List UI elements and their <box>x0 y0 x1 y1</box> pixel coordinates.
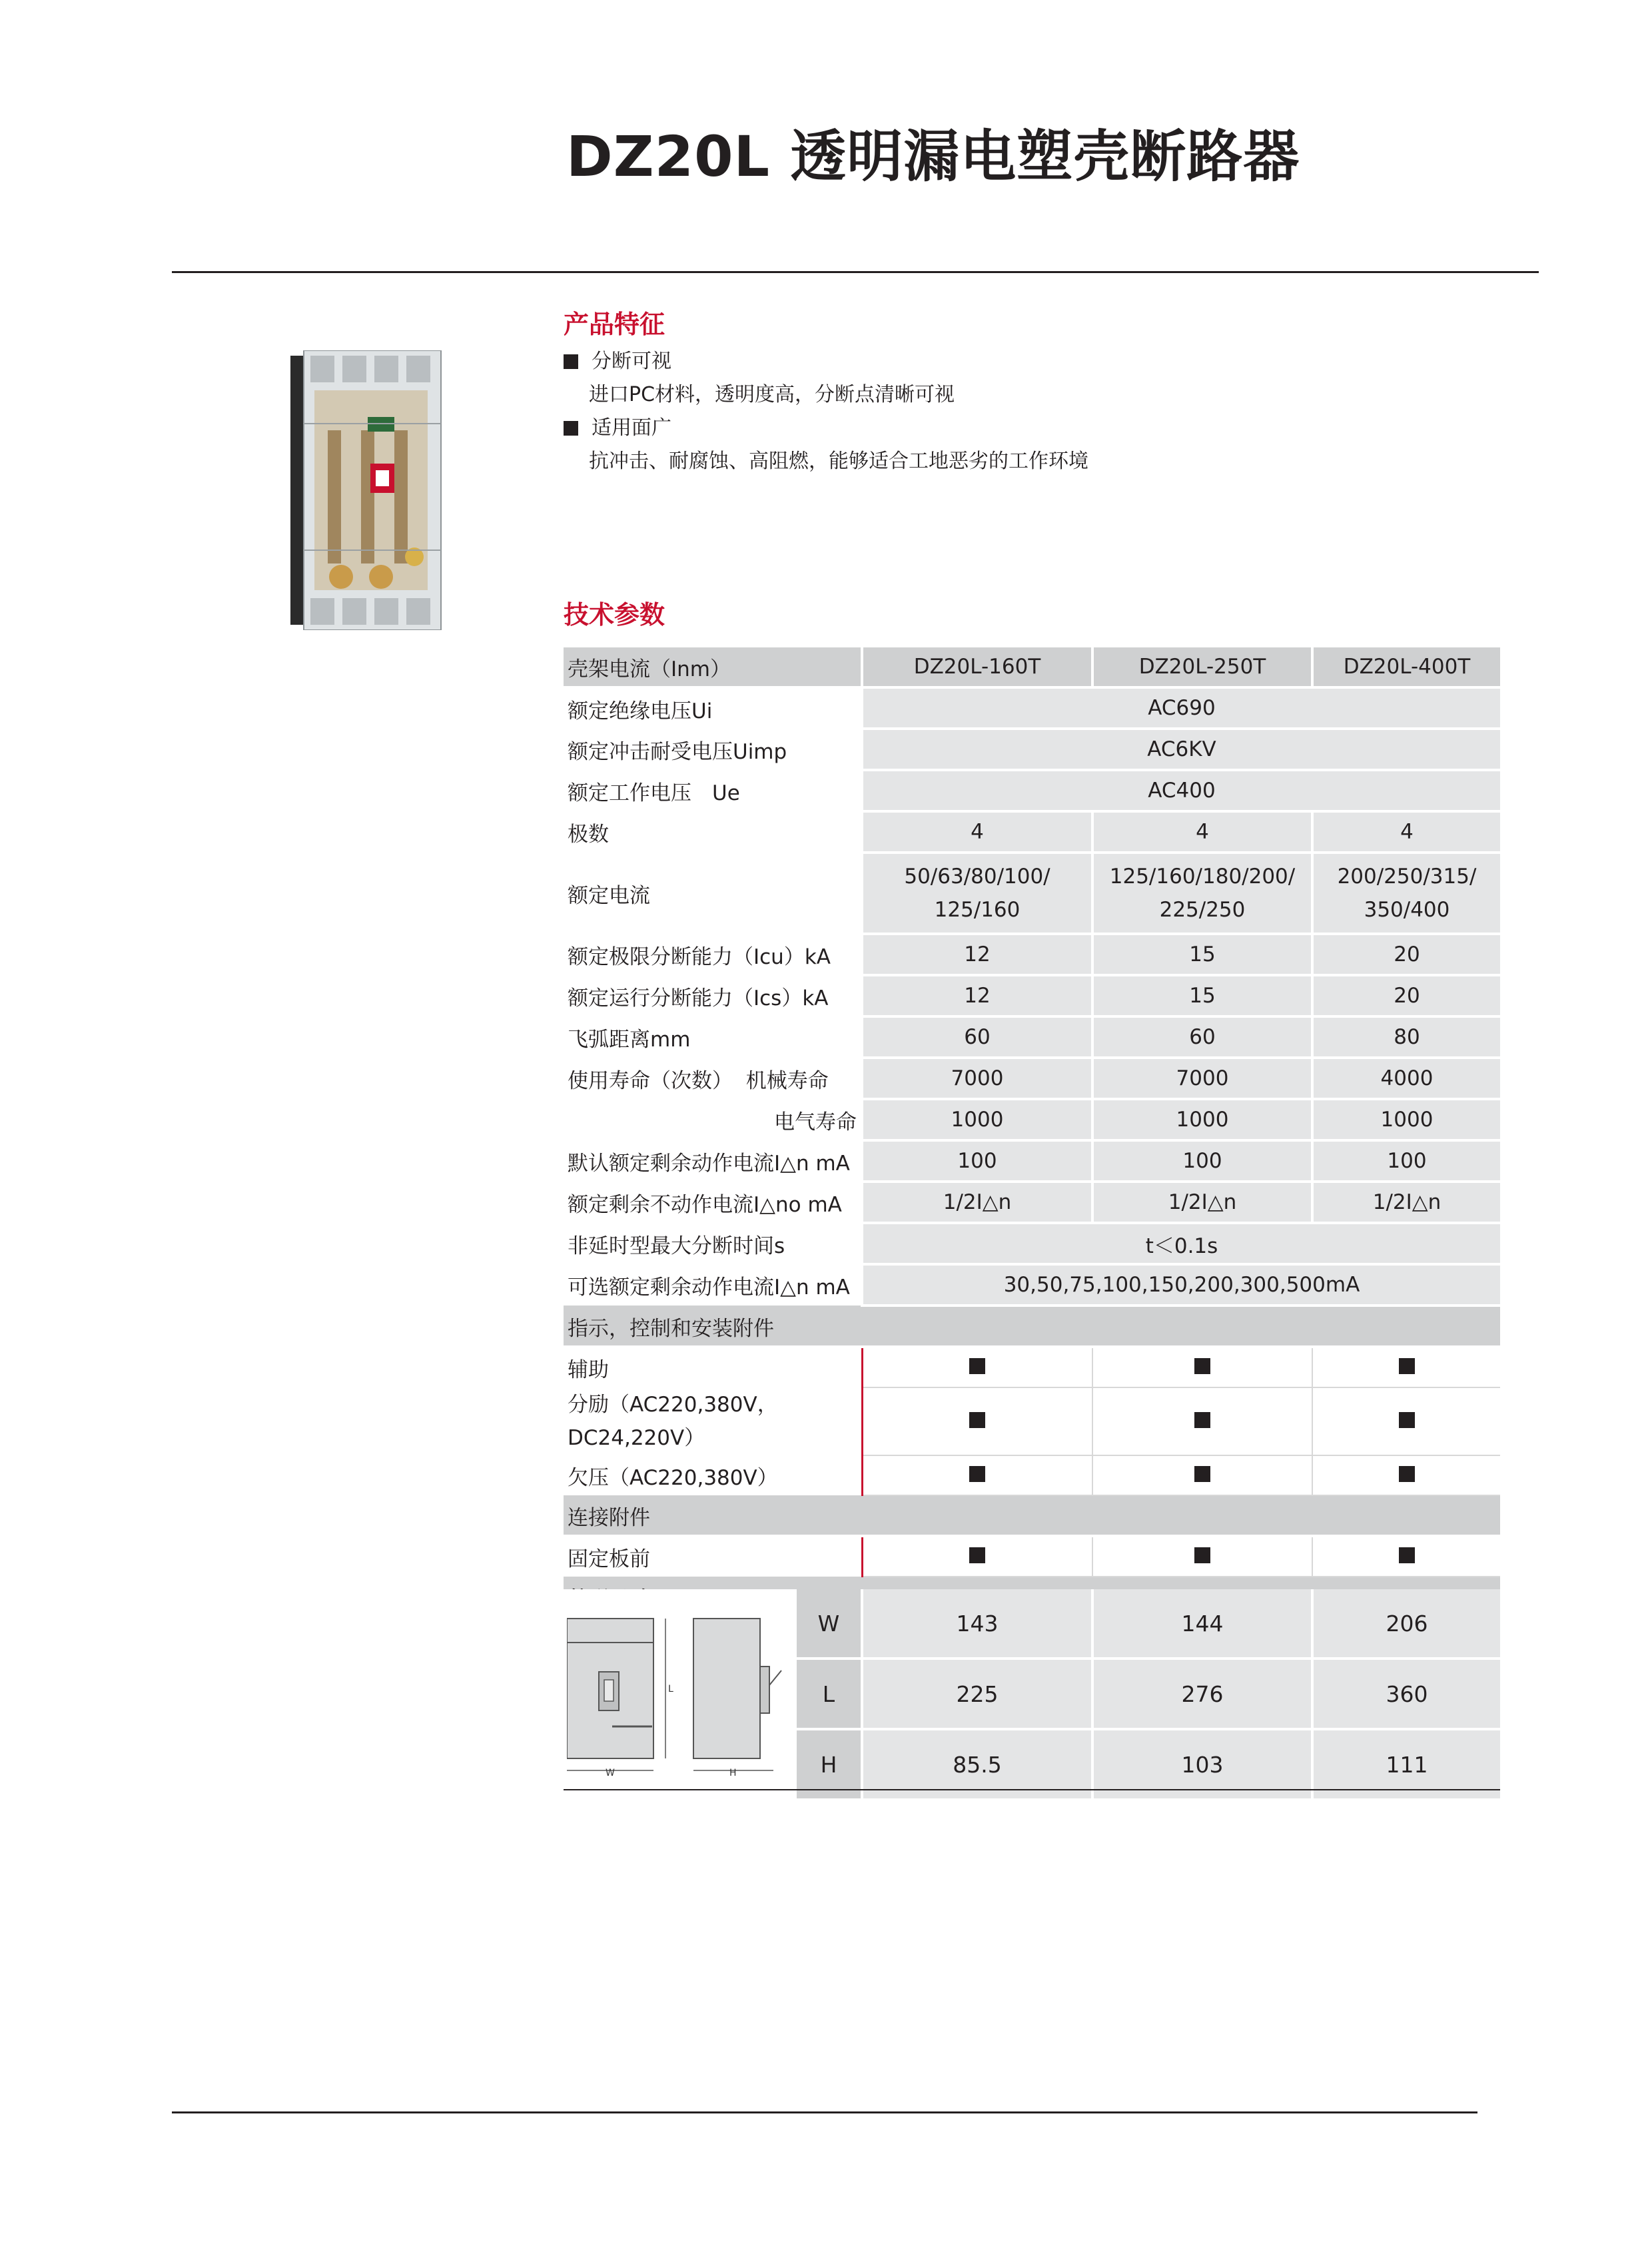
cell <box>1092 1387 1312 1455</box>
dimensions-table <box>564 1589 1500 1801</box>
cell <box>1092 1347 1312 1387</box>
row-label: 使用寿命（次数） 机械寿命 <box>564 1058 862 1099</box>
cell: 1000 <box>862 1099 1092 1140</box>
cell: 143 <box>862 1589 1092 1659</box>
cell <box>1312 1455 1500 1495</box>
product-photo <box>288 350 448 630</box>
table-row <box>564 1099 1500 1140</box>
cell: 100 <box>1092 1140 1312 1182</box>
filled-square-icon <box>1194 1358 1210 1374</box>
filled-square-icon <box>1399 1547 1415 1563</box>
cell: 111 <box>1312 1729 1500 1800</box>
model-header: DZ20L-250T <box>1092 647 1312 687</box>
row-label: 额定绝缘电压Ui <box>564 687 862 729</box>
cell: 7000 <box>1092 1058 1312 1099</box>
filled-square-icon <box>969 1358 985 1374</box>
features-list <box>564 345 1088 478</box>
row-label: 额定电流 <box>564 853 862 934</box>
table-row <box>564 1016 1500 1058</box>
filled-square-icon <box>1399 1466 1415 1482</box>
cell: 4 <box>1092 811 1312 853</box>
cell: AC400 <box>862 770 1500 811</box>
section-label: 连接附件 <box>564 1495 1500 1536</box>
specs-heading: 技术参数 <box>564 600 665 629</box>
cell: 15 <box>1092 934 1312 975</box>
filled-square-icon <box>1399 1412 1415 1428</box>
spec-table <box>564 647 1500 1619</box>
section-label: 指示，控制和安装附件 <box>564 1306 1500 1347</box>
cell: 7000 <box>862 1058 1092 1099</box>
cell: 103 <box>1092 1729 1312 1800</box>
filled-square-icon <box>1194 1547 1210 1563</box>
cell: AC6KV <box>862 729 1500 770</box>
table-row <box>564 1387 1500 1455</box>
row-label: 可选额定剩余动作电流I△n mA <box>564 1264 862 1306</box>
table-row <box>564 687 1500 729</box>
cell: 125/160/180/200/ 225/250 <box>1092 853 1312 934</box>
row-label: 壳架电流（Inm） <box>564 647 862 687</box>
row-label: 额定剩余不动作电流I△no mA <box>564 1182 862 1223</box>
table-row <box>564 1223 1500 1264</box>
cell: 12 <box>862 934 1092 975</box>
cell: 60 <box>862 1016 1092 1058</box>
table-row <box>564 770 1500 811</box>
cell: 60 <box>1092 1016 1312 1058</box>
row-label: 欠压（AC220,380V） <box>564 1455 862 1495</box>
cell: 200/250/315/ 350/400 <box>1312 853 1500 934</box>
cell <box>1092 1455 1312 1495</box>
row-label: 额定工作电压 Ue <box>564 770 862 811</box>
table-row <box>564 975 1500 1016</box>
table-row <box>564 1536 1500 1577</box>
row-label: 默认额定剩余动作电流I△n mA <box>564 1140 862 1182</box>
feature-desc: 进口PC材料，透明度高，分断点清晰可视 <box>589 383 955 406</box>
row-label: 飞弧距离mm <box>564 1016 862 1058</box>
feature-desc: 抗冲击、耐腐蚀、高阻燃，能够适合工地恶劣的工作环境 <box>589 450 1088 473</box>
table-row <box>564 1347 1500 1387</box>
table-bottom-rule <box>564 1789 1500 1790</box>
cell: 1/2I△n <box>1092 1182 1312 1223</box>
model-header: DZ20L-160T <box>862 647 1092 687</box>
row-label: 非延时型最大分断时间s <box>564 1223 862 1264</box>
row-label: 电气寿命 <box>564 1099 862 1140</box>
cell: 20 <box>1312 934 1500 975</box>
top-divider <box>172 271 1539 273</box>
dim-key: W <box>797 1589 862 1659</box>
square-bullet-icon <box>564 354 578 369</box>
cell: 100 <box>1312 1140 1500 1182</box>
outline-drawing <box>564 1589 797 1800</box>
table-row <box>564 647 1500 687</box>
cell: 1000 <box>1092 1099 1312 1140</box>
dimension-drawing <box>567 1605 793 1778</box>
section-row <box>564 1306 1500 1347</box>
cell: 1/2I△n <box>862 1182 1092 1223</box>
cell: 20 <box>1312 975 1500 1016</box>
table-row <box>564 1455 1500 1495</box>
features-heading: 产品特征 <box>564 310 665 339</box>
table-row <box>564 811 1500 853</box>
row-label: 极数 <box>564 811 862 853</box>
cell: 15 <box>1092 975 1312 1016</box>
cell <box>1312 1347 1500 1387</box>
table-row <box>564 1182 1500 1223</box>
cell <box>862 1387 1092 1455</box>
row-label: 辅助 <box>564 1347 862 1387</box>
filled-square-icon <box>969 1547 985 1563</box>
cell: 4000 <box>1312 1058 1500 1099</box>
filled-square-icon <box>1194 1412 1210 1428</box>
cell <box>862 1536 1092 1577</box>
cell: 50/63/80/100/ 125/160 <box>862 853 1092 934</box>
page-title: DZ20L 透明漏电塑壳断路器 <box>566 124 1300 189</box>
cell: 225 <box>862 1659 1092 1729</box>
feature-item: 分断可视 <box>564 345 1088 378</box>
filled-square-icon <box>969 1466 985 1482</box>
cell: 1000 <box>1312 1099 1500 1140</box>
row-label: 固定板前 <box>564 1536 862 1577</box>
cell: 30,50,75,100,150,200,300,500mA <box>862 1264 1500 1306</box>
cell: AC690 <box>862 687 1500 729</box>
dim-key: H <box>797 1729 862 1800</box>
cell: t＜0.1s <box>862 1223 1500 1264</box>
drawing-label-l: L <box>668 1684 673 1694</box>
filled-square-icon <box>1194 1466 1210 1482</box>
dim-key: L <box>797 1659 862 1729</box>
table-row <box>564 1264 1500 1306</box>
cell: 100 <box>862 1140 1092 1182</box>
row-label: 分励（AC220,380V， DC24,220V） <box>564 1387 862 1455</box>
bottom-divider <box>172 2111 1477 2113</box>
feature-item: 适用面广 <box>564 412 1088 445</box>
cell: 80 <box>1312 1016 1500 1058</box>
cell: 4 <box>1312 811 1500 853</box>
table-row <box>564 853 1500 934</box>
cell: 276 <box>1092 1659 1312 1729</box>
table-row <box>564 934 1500 975</box>
table-row <box>564 1589 1500 1659</box>
filled-square-icon <box>969 1412 985 1428</box>
row-label: 额定运行分断能力（Ics）kA <box>564 975 862 1016</box>
drawing-label-w: W <box>606 1768 615 1778</box>
row-label: 额定冲击耐受电压Uimp <box>564 729 862 770</box>
table-row <box>564 1140 1500 1182</box>
row-label: 额定极限分断能力（Icu）kA <box>564 934 862 975</box>
table-row <box>564 729 1500 770</box>
cell: 4 <box>862 811 1092 853</box>
cell <box>862 1455 1092 1495</box>
cell: 206 <box>1312 1589 1500 1659</box>
cell <box>1312 1536 1500 1577</box>
cell: 1/2I△n <box>1312 1182 1500 1223</box>
model-header: DZ20L-400T <box>1312 647 1500 687</box>
drawing-label-h: H <box>729 1768 737 1778</box>
table-row <box>564 1058 1500 1099</box>
cell: 85.5 <box>862 1729 1092 1800</box>
cell <box>1312 1387 1500 1455</box>
cell <box>862 1347 1092 1387</box>
cell <box>1092 1536 1312 1577</box>
filled-square-icon <box>1399 1358 1415 1374</box>
section-row <box>564 1495 1500 1536</box>
cell: 144 <box>1092 1589 1312 1659</box>
cell: 12 <box>862 975 1092 1016</box>
square-bullet-icon <box>564 421 578 436</box>
cell: 360 <box>1312 1659 1500 1729</box>
